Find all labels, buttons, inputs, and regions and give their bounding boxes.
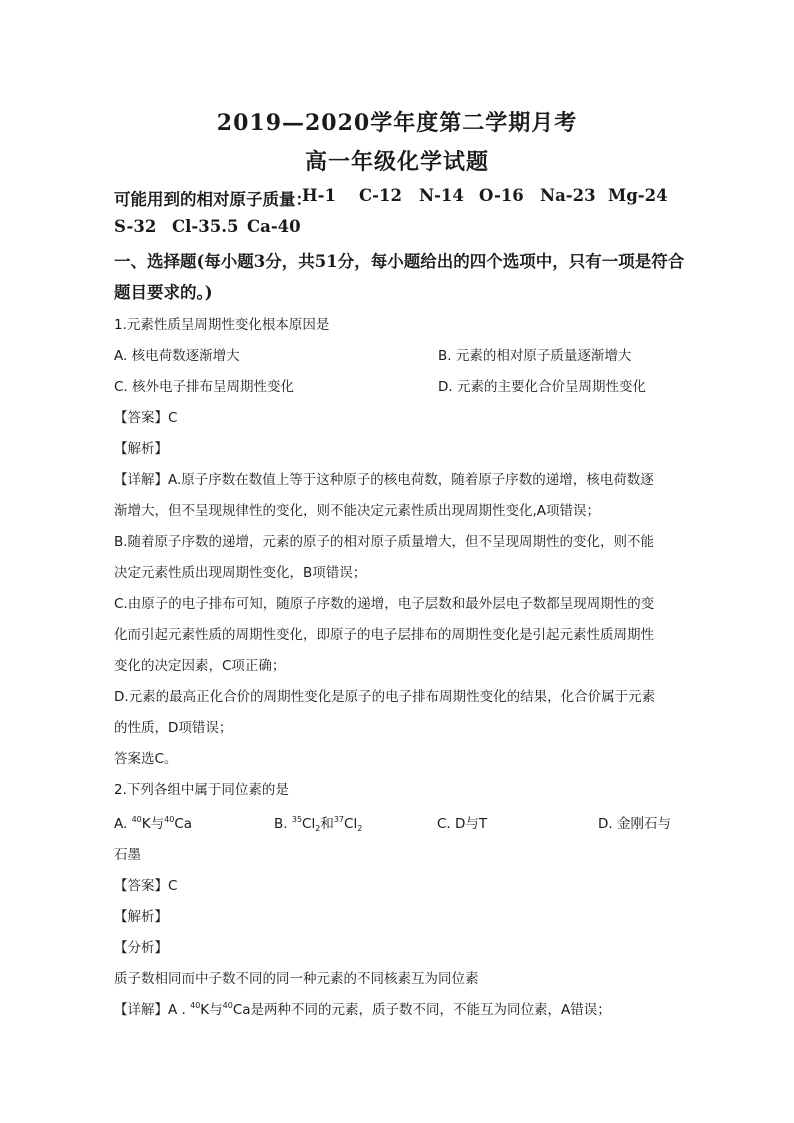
q2-principle: 质子数相同而中子数不同的同一种元素的不同核素互为同位素 <box>114 971 479 987</box>
q1-detail-line: 变化的决定因素，C项正确； <box>114 658 286 674</box>
q2-option-d-cont: 石墨 <box>114 847 141 863</box>
mass-o: O-16 <box>479 186 524 205</box>
q1-detail-line: 化而引起元素性质的周期性变化，即原子的电子层排布的周期性变化是引起元素性质周期性 <box>114 627 654 643</box>
q2-option-c: C. D与T <box>437 816 488 832</box>
q1-detail-line: B.随着原子序数的递增，元素的原子的相对原子质量增大，但不呈现周期性的变化，则不能 <box>114 534 655 550</box>
q1-detail-line: 渐增大，但不呈现规律性的变化，则不能决定元素性质出现周期性变化,A项错误； <box>114 503 601 519</box>
q1-detail-line: 的性质，D项错误； <box>114 720 233 736</box>
q2-detail: 【详解】A . $^{40}$K与$^{40}$Ca是两种不同的元素，质子数不同，不能互为同位素，A错误； <box>114 1001 611 1018</box>
q1-conclusion: 答案选C。 <box>114 751 178 767</box>
q2-option-b: B. $^{35}Cl_2$和$^{37}Cl_2$ <box>274 815 363 833</box>
q1-analysis: 【解析】 <box>114 441 168 457</box>
q1-option-c: C. 核外电子排布呈周期性变化 <box>114 379 295 395</box>
q1-option-a: A. 核电荷数逐渐增大 <box>114 348 240 364</box>
mass-cl: Cl-35.5 <box>172 217 239 236</box>
mass-mg: Mg-24 <box>608 186 668 205</box>
q2-option-d: D. 金刚石与 <box>598 816 671 832</box>
q2-answer: 【答案】C <box>114 878 178 894</box>
mass-c: C-12 <box>359 186 402 205</box>
q2-option-a: A. $^{40}$K与$^{40}$Ca <box>114 815 193 832</box>
q2-fenxi: 【分析】 <box>114 940 168 956</box>
q1-detail-line: D.元素的最高正化合价的周期性变化是原子的电子排布周期性变化的结果，化合价属于元素 <box>114 689 656 705</box>
mass-ca: Ca-40 <box>247 217 301 236</box>
q1-detail-line: 决定元素性质出现周期性变化，B项错误； <box>114 565 367 581</box>
q1-detail-line: C.由原子的电子排布可知，随原子序数的递增，电子层数和最外层电子数都呈现周期性的变 <box>114 596 655 612</box>
section-heading-line1: 一、选择题(每小题3分，共51分，每小题给出的四个选项中，只有一项是符合 <box>114 252 685 271</box>
section-heading-line2: 题目要求的。) <box>114 283 213 302</box>
exam-title: 2019—2020学年度第二学期月考 <box>216 110 578 136</box>
exam-subtitle: 高一年级化学试题 <box>304 149 489 175</box>
q1-answer: 【答案】C <box>114 410 178 426</box>
mass-n: N-14 <box>419 186 464 205</box>
q1-stem: 1.元素性质呈周期性变化根本原因是 <box>114 317 330 333</box>
q2-stem: 2.下列各组中属于同位素的是 <box>114 782 289 798</box>
q1-detail-line: 【详解】A.原子序数在数值上等于这种原子的核电荷数，随着原子序数的递增，核电荷数逐 <box>114 472 654 488</box>
mass-h: H-1 <box>302 186 336 205</box>
masses-label: 可能用到的相对原子质量： <box>114 190 312 209</box>
q1-option-d: D. 元素的主要化合价呈周期性变化 <box>438 379 646 395</box>
q1-option-b: B. 元素的相对原子质量逐渐增大 <box>438 348 632 364</box>
q2-analysis: 【解析】 <box>114 909 168 925</box>
mass-s: S-32 <box>114 217 157 236</box>
mass-na: Na-23 <box>540 186 596 205</box>
